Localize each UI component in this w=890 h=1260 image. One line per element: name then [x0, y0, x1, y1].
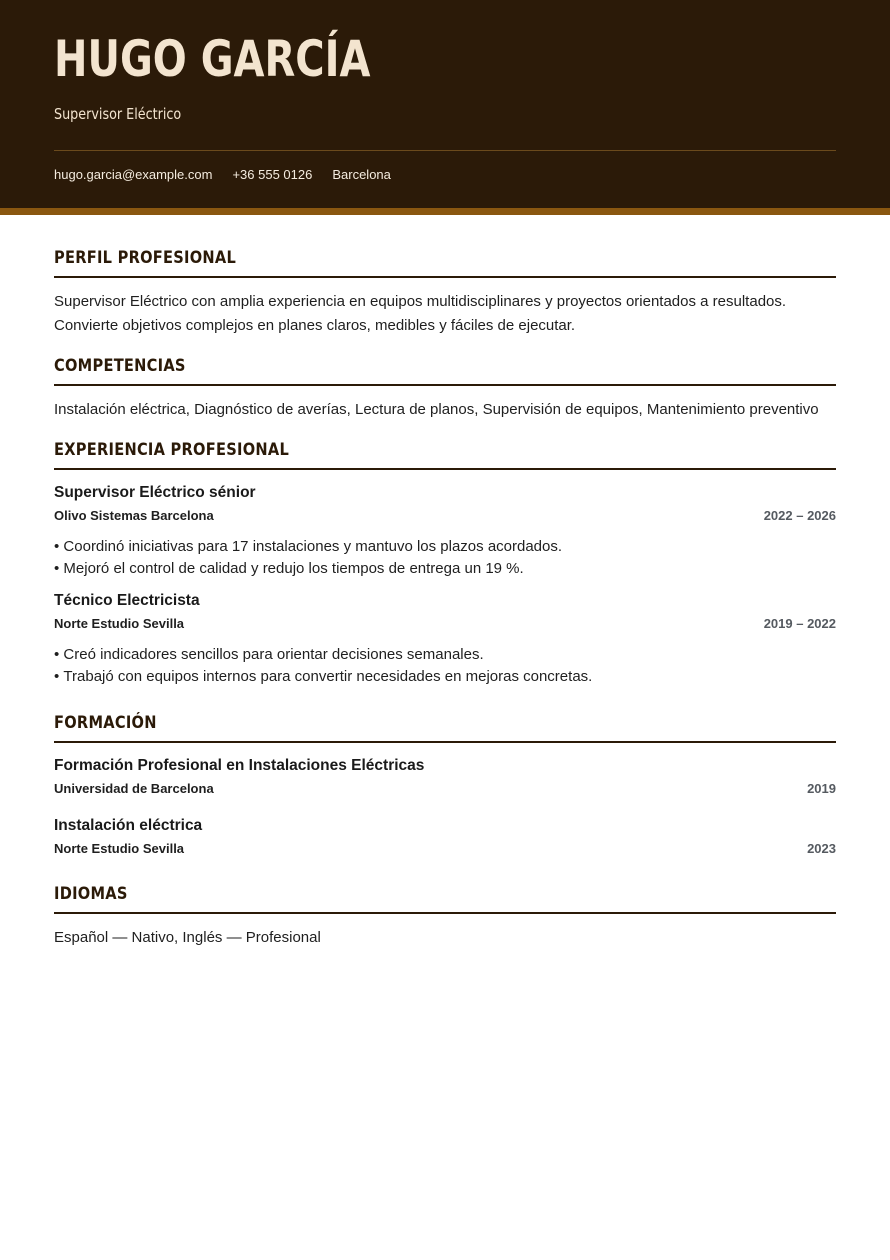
job-company: Norte Estudio Sevilla: [54, 616, 185, 631]
section-heading-experience: EXPERIENCIA PROFESIONAL: [54, 440, 290, 460]
contact-email[interactable]: hugo.garcia@example.com: [54, 167, 213, 182]
degree-title: Formación Profesional en Instalaciones Eléctricas: [54, 757, 425, 774]
job-achievements: [54, 536, 836, 580]
section-divider: [54, 468, 836, 470]
resume-header: [0, 0, 890, 208]
achievement-item: • Mejoró el control de calidad y redujo los tiempos de entrega un 19 %.: [54, 558, 836, 580]
job-company: Olivo Sistemas Barcelona: [54, 508, 214, 523]
experience-section: [54, 440, 836, 688]
experience-entry: [54, 484, 836, 580]
languages-list: Español — Nativo, Inglés — Profesional: [54, 929, 321, 946]
achievement-item: • Coordinó iniciativas para 17 instalaciones y mantuvo los plazos acordados.: [54, 536, 836, 558]
section-heading-skills: COMPETENCIAS: [54, 356, 186, 376]
candidate-title: Supervisor Eléctrico: [54, 105, 182, 123]
achievement-item: • Creó indicadores sencillos para orientar decisiones semanales.: [54, 644, 836, 666]
profile-summary: [54, 290, 836, 338]
header-accent-stripe: [0, 208, 890, 215]
job-dates: 2019 – 2022: [763, 616, 836, 631]
section-divider: [54, 912, 836, 914]
job-role: Supervisor Eléctrico sénior: [54, 484, 256, 501]
profile-summary-line: Convierte objetivos complejos en planes claros, medibles y fáciles de ejecutar.: [54, 317, 576, 334]
header-divider: [54, 150, 836, 151]
languages-section: [54, 884, 836, 950]
achievement-item: • Trabajó con equipos internos para convertir necesidades en mejoras concretas.: [54, 666, 836, 688]
job-achievements: [54, 644, 836, 688]
graduation-year: 2023: [807, 841, 836, 856]
contact-info: [54, 167, 411, 182]
school-name: Norte Estudio Sevilla: [54, 841, 185, 856]
education-entry: [54, 757, 836, 801]
contact-phone[interactable]: +36 555 0126: [232, 167, 313, 182]
education-section: [54, 713, 836, 861]
section-divider: [54, 384, 836, 386]
section-divider: [54, 276, 836, 278]
contact-city: Barcelona: [332, 167, 391, 182]
skills-section: [54, 356, 836, 422]
section-divider: [54, 741, 836, 743]
job-role: Técnico Electricista: [54, 592, 200, 609]
experience-entry: [54, 592, 836, 688]
section-heading-profile: PERFIL PROFESIONAL: [54, 248, 237, 268]
education-entry: [54, 817, 836, 861]
candidate-name: HUGO GARCÍA: [54, 30, 371, 88]
section-heading-education: FORMACIÓN: [54, 713, 157, 733]
job-dates: 2022 – 2026: [763, 508, 836, 523]
school-name: Universidad de Barcelona: [54, 781, 214, 796]
degree-title: Instalación eléctrica: [54, 817, 203, 834]
graduation-year: 2019: [807, 781, 836, 796]
section-heading-languages: IDIOMAS: [54, 884, 128, 904]
profile-section: [54, 248, 836, 338]
profile-summary-line: Supervisor Eléctrico con amplia experiencia en equipos multidisciplinares y proyectos orientados a resultados.: [54, 293, 787, 310]
skills-list: Instalación eléctrica, Diagnóstico de averías, Lectura de planos, Supervisión de equipos, Mantenimiento preventivo: [54, 401, 819, 418]
